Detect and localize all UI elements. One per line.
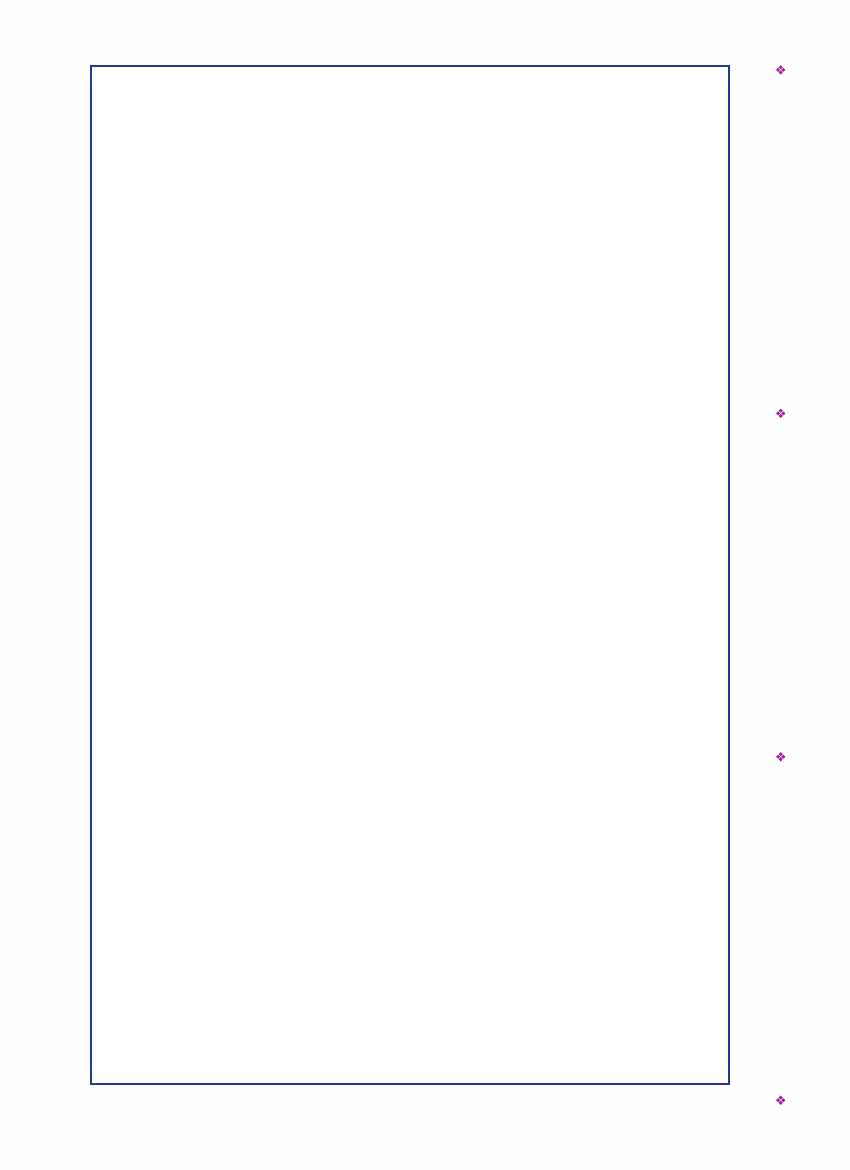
star-icon: ❖ [772, 64, 788, 76]
page-title [46, 60, 80, 1110]
footer [760, 60, 800, 1110]
footer-gift [773, 1090, 788, 1110]
footer-teacher [773, 747, 788, 767]
schedule-table [90, 65, 730, 1085]
rotated-sheet [30, 30, 820, 1140]
star-icon: ❖ [772, 1094, 788, 1106]
header-row [694, 67, 728, 1083]
star-icon: ❖ [772, 407, 788, 420]
footer-supervisor [773, 403, 788, 423]
star-icon: ❖ [772, 750, 788, 763]
footer-principal [773, 60, 788, 80]
